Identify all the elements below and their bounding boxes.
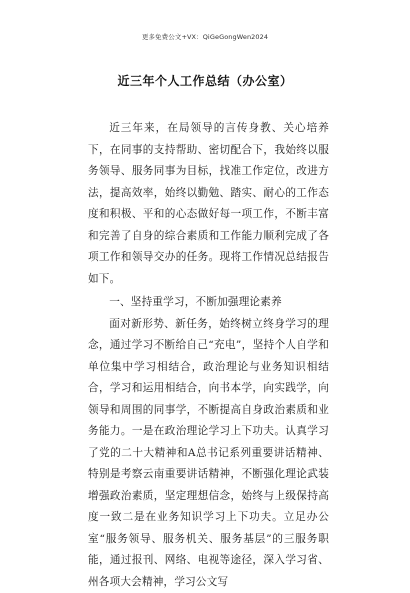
intro-paragraph: 近三年来，在局领导的言传身教、关心培养下，在同事的支持帮助、密切配合下，我始终以服务领导、服务同事为目标，找准工作定位，改进方法，提高效率，始终以勤勉、踏实、耐心的工作态度和积极、平和的心态做好每一项工作，不断丰富和完善了自身的综合素质和工作能力顺利完成了各项工作和领导交办的任务。现将工作情况总结报告如下。	[88, 118, 329, 290]
document-title: 近三年个人工作总结（办公室）	[0, 72, 410, 89]
section-heading: 一、坚持重学习，不断加强理论素养	[88, 292, 329, 314]
document-body	[88, 118, 329, 593]
header-note: 更多免费公文+VX：QiGeGongWen2024	[0, 32, 410, 41]
section-paragraph: 面对新形势、新任务，始终树立终身学习的理念，通过学习不断给自己“充电”，坚持个人自学和单位集中学习相结合，政治理论与业务知识相结合，学习和运用相结合，向书本学，向实践学，向领导和周围的同事学，不断提高自身政治素质和业务能力。一是在政治理论学习上下功夫。认真学习了党的二十大精神和A总书记系列重要讲话精神、特别是考察云南重要讲话精神，不断强化理论武装增强政治素质，坚定理想信念，始终与上级保持高度一致二是在业务知识学习上下功夫。立足办公室“服务领导、服务机关、服务基层”的三服务职能，通过报刊、网络、电视等途径，深入学习省、州各项大会精神，学习公文写	[88, 314, 329, 593]
